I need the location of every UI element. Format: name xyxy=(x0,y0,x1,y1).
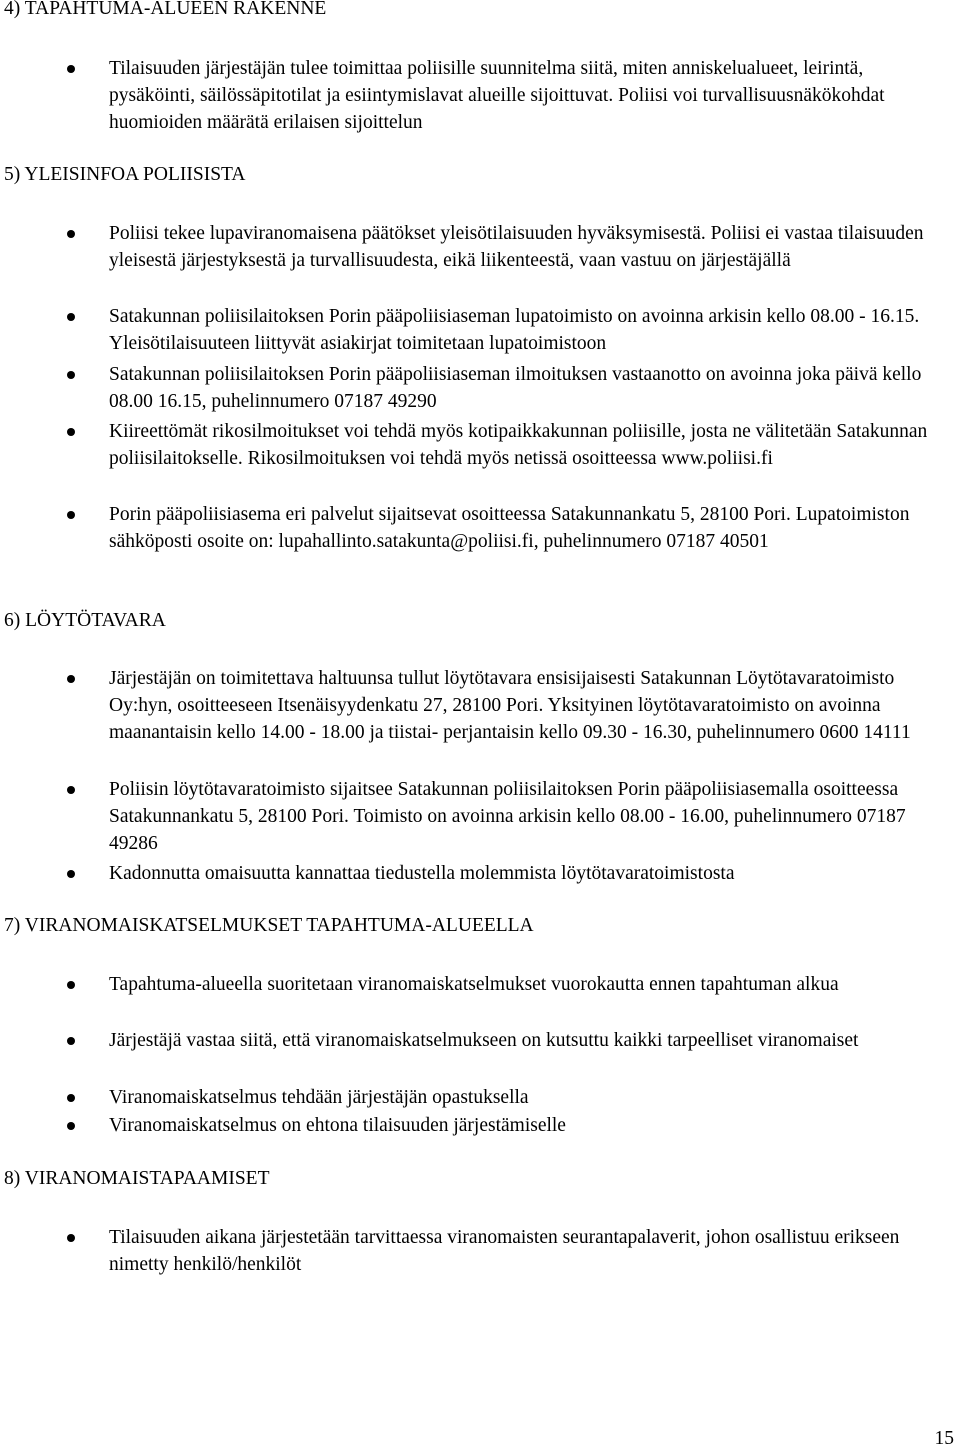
bullet-icon xyxy=(67,981,75,989)
bullet-icon xyxy=(67,313,75,321)
section-heading-6: 6) LÖYTÖTAVARA xyxy=(4,610,166,631)
bullet-icon xyxy=(67,511,75,519)
section-heading-7: 7) VIRANOMAISKATSELMUKSET TAPAHTUMA-ALUEELLA xyxy=(4,915,534,936)
bullet-icon xyxy=(67,371,75,379)
page-number: 15 xyxy=(934,1428,954,1449)
bullet-icon xyxy=(67,1122,75,1130)
list-item-text: Satakunnan poliisilaitoksen Porin pääpoliisiaseman ilmoituksen vastaanotto on avoinna joka päivä kello 08.00 16.15, puhelinnumero 07187 49290 xyxy=(109,364,922,412)
bullet-icon xyxy=(67,1234,75,1242)
bullet-icon xyxy=(67,870,75,878)
list-item-text: Satakunnan poliisilaitoksen Porin pääpoliisiaseman lupatoimisto on avoinna arkisin kello 08.00 - 16.15. Yleisötilaisuuteen liittyvät asiakirjat toimitetaan lupatoimistoon xyxy=(109,306,920,354)
bullet-icon xyxy=(67,1094,75,1102)
section-heading-5: 5) YLEISINFOA POLIISISTA xyxy=(4,164,246,185)
list-item-text: Viranomaiskatselmus tehdään järjestäjän opastuksella xyxy=(109,1087,529,1108)
list-item-text: Poliisi tekee lupaviranomaisena päätökset yleisötilaisuuden hyväksymisestä. Poliisi ei vastaa tilaisuuden yleisestä järjestyksestä ja turvallisuudesta, eikä liikenteestä, vaan vastuu on järjestäjällä xyxy=(109,223,924,271)
list-item-text: Poliisin löytötavaratoimisto sijaitsee Satakunnan poliisilaitoksen Porin pääpoliisiasemalla osoitteessa Satakunnankatu 5, 28100 Pori. Toimisto on avoinna arkisin kello 08.00 - 16.00, puhelinnumero 07187 49286 xyxy=(109,779,906,854)
list-item-text: Kadonnutta omaisuutta kannattaa tiedustella molemmista löytötavaratoimistosta xyxy=(109,863,735,884)
list-item-text: Järjestäjän on toimitettava haltuunsa tullut löytötavara ensisijaisesti Satakunnan Löytötavaratoimisto Oy:hyn, osoitteeseen Itsenäisyydenkatu 27, 28100 Pori. Yksityinen löytötavaratoimisto on avoinna maanantaisin kello 14.00 - 18.00 ja tiistai- perjantaisin kello 09.30 - 16.30, puhelinnumero 0600 14111 xyxy=(109,668,911,743)
section-heading-4: 4) TAPAHTUMA-ALUEEN RAKENNE xyxy=(4,0,327,19)
bullet-icon xyxy=(67,675,75,683)
bullet-icon xyxy=(67,1037,75,1045)
list-item-text: Järjestäjä vastaa siitä, että viranomaiskatselmukseen on kutsuttu kaikki tarpeelliset viranomaiset xyxy=(109,1030,859,1051)
list-item-text: Tilaisuuden järjestäjän tulee toimittaa poliisille suunnitelma siitä, miten anniskelualueet, leirintä, pysäköinti, säilössäpitotilat ja esiintymislavat alueille sijoittuvat. Poliisi voi turvallisuusnäkökohdat huomioiden määrätä erilaisen sijoittelun xyxy=(109,58,885,133)
list-item-text: Tapahtuma-alueella suoritetaan viranomaiskatselmukset vuorokautta ennen tapahtuman alkua xyxy=(109,974,839,995)
list-item-text: Porin pääpoliisiasema eri palvelut sijaitsevat osoitteessa Satakunnankatu 5, 28100 Pori. Lupatoimiston sähköposti osoite on: lupahallinto.satakunta@poliisi.fi, puhelinnumero 07187 40501 xyxy=(109,504,910,552)
list-item-text: Viranomaiskatselmus on ehtona tilaisuuden järjestämiselle xyxy=(109,1115,566,1136)
list-item-text: Tilaisuuden aikana järjestetään tarvittaessa viranomaisten seurantapalaverit, johon osallistuu erikseen nimetty henkilö/henkilöt xyxy=(109,1227,900,1275)
bullet-icon xyxy=(67,786,75,794)
bullet-icon xyxy=(67,230,75,238)
bullet-icon xyxy=(67,428,75,436)
bullet-icon xyxy=(67,65,75,73)
section-heading-8: 8) VIRANOMAISTAPAAMISET xyxy=(4,1168,270,1189)
list-item-text: Kiireettömät rikosilmoitukset voi tehdä myös kotipaikkakunnan poliisille, josta ne välitetään Satakunnan poliisilaitokselle. Rikosilmoituksen voi tehdä myös netissä osoitteessa www.poliisi.fi xyxy=(109,421,928,469)
